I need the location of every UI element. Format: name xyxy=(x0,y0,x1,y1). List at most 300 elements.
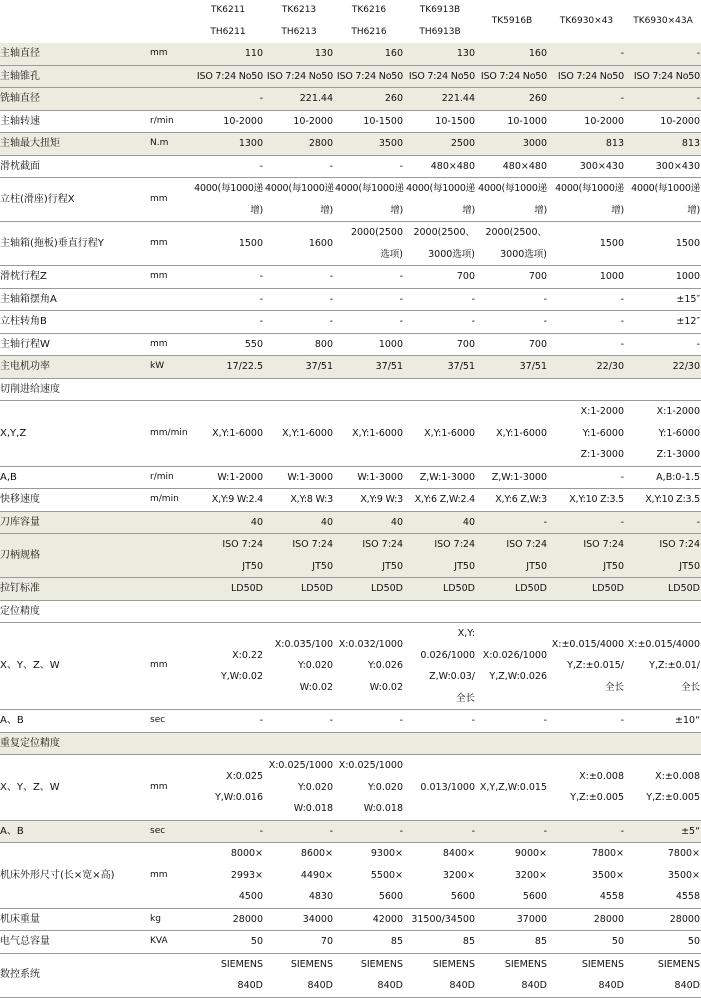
spec-name: 刀柄规格 xyxy=(0,534,148,578)
spec-value-line: 840D xyxy=(307,980,333,991)
spec-value-line: - xyxy=(620,471,624,483)
spec-value xyxy=(334,401,404,467)
spec-value-line: X,Y,Z,W:0.015 xyxy=(479,781,547,793)
spec-value-line: 4000(每1000递 xyxy=(555,183,624,194)
spec-value-line: 700 xyxy=(456,271,475,282)
spec-value xyxy=(476,311,548,334)
spec-value xyxy=(192,333,264,356)
spec-value-line: JT50 xyxy=(312,560,333,572)
spec-value xyxy=(625,222,701,266)
model-header-line: TK6216 xyxy=(351,5,387,15)
spec-value xyxy=(476,266,548,289)
spec-value xyxy=(404,820,476,843)
spec-value-line: 840D xyxy=(674,980,700,991)
spec-value-line: 4000(每1000递 xyxy=(335,183,404,194)
spec-value-line: 10-1000 xyxy=(507,115,547,127)
spec-value xyxy=(625,953,701,997)
spec-value-line: - xyxy=(329,316,333,327)
spec-value xyxy=(404,222,476,266)
spec-value-line: - xyxy=(696,338,700,350)
spec-name: 主轴转速 xyxy=(0,110,148,133)
spec-name: A、B xyxy=(0,710,148,733)
spec-value-line: ISO 7:24 No50 xyxy=(196,70,263,82)
header-row xyxy=(0,0,701,43)
spec-value xyxy=(192,65,264,88)
spec-value-line: 28000 xyxy=(232,913,263,925)
spec-value-line: 4000(每1000递 xyxy=(265,183,334,194)
spec-value-line: Y,W:0.016 xyxy=(214,792,263,804)
spec-value-line: 22/30 xyxy=(672,361,700,372)
spec-unit: mm xyxy=(148,333,192,356)
spec-value-line: 1600 xyxy=(308,237,333,249)
spec-name: 拉钉标准 xyxy=(0,578,148,601)
spec-value xyxy=(548,266,625,289)
spec-value xyxy=(404,43,476,65)
spec-value xyxy=(625,133,701,156)
spec-name: 立柱转角B xyxy=(0,311,148,334)
spec-value-line: 0.026/1000 xyxy=(420,649,475,661)
spec-value xyxy=(334,88,404,111)
model-header-line: TH6213 xyxy=(281,26,317,37)
spec-value-line: 31500/34500 xyxy=(411,913,475,925)
spec-value-line: ISO 7:24 No50 xyxy=(480,70,547,82)
spec-value xyxy=(264,820,334,843)
spec-value-line: 1500 xyxy=(238,237,263,249)
spec-value xyxy=(192,820,264,843)
spec-value-line: 4558 xyxy=(599,891,624,902)
spec-value-line: 3500 xyxy=(378,138,403,149)
spec-value-line: Z,W:0.03/ xyxy=(429,671,475,682)
spec-value-line: 2000(2500、 xyxy=(413,227,475,238)
spec-value xyxy=(625,311,701,334)
spec-name: 铣轴直径 xyxy=(0,88,148,111)
spec-value xyxy=(476,820,548,843)
spec-value xyxy=(404,356,476,379)
spec-value-line: X,Y:10 Z:3.5 xyxy=(645,494,700,505)
spec-value-line: - xyxy=(620,316,624,327)
spec-value xyxy=(264,288,334,311)
spec-unit: mm xyxy=(148,178,192,222)
spec-row xyxy=(0,843,701,909)
spec-row xyxy=(0,155,701,178)
spec-value-line: 8000× xyxy=(230,848,263,859)
spec-row xyxy=(0,88,701,111)
spec-value xyxy=(548,401,625,467)
spec-value-line: 9000× xyxy=(514,848,547,859)
spec-value xyxy=(264,623,334,710)
spec-value xyxy=(548,110,625,133)
spec-value xyxy=(404,578,476,601)
spec-value xyxy=(264,843,334,909)
spec-value-line: 130 xyxy=(314,48,333,59)
spec-value-line: - xyxy=(399,715,403,726)
spec-value-line: 840D xyxy=(598,980,624,991)
spec-value xyxy=(548,222,625,266)
spec-value-line: ±10“ xyxy=(675,715,700,726)
spec-row xyxy=(0,755,701,821)
spec-row xyxy=(0,133,701,156)
spec-unit xyxy=(148,511,192,534)
spec-value-line: 10-2000 xyxy=(584,115,624,127)
spec-value-line: A,B:0-1.5 xyxy=(656,471,700,483)
spec-value-line: Y:1-6000 xyxy=(658,427,700,439)
spec-value-line: 全长 xyxy=(455,692,475,704)
spec-value xyxy=(264,401,334,467)
spec-value-line: X,Y:1-6000 xyxy=(212,427,263,439)
spec-value-line: 50 xyxy=(250,936,263,947)
spec-row xyxy=(0,178,701,222)
section-row xyxy=(0,378,701,401)
spec-value-line: X:0.025/1000 xyxy=(268,760,333,771)
spec-value xyxy=(625,820,701,843)
spec-value xyxy=(192,466,264,489)
spec-value-line: 4000(每1000递 xyxy=(194,183,263,194)
spec-value xyxy=(192,755,264,821)
spec-value xyxy=(192,623,264,710)
spec-row xyxy=(0,908,701,931)
model-header-line: TK6930×43 xyxy=(559,15,614,26)
spec-value xyxy=(404,110,476,133)
spec-value xyxy=(264,110,334,133)
spec-value xyxy=(404,155,476,178)
spec-value-line: - xyxy=(329,825,333,837)
spec-value xyxy=(625,110,701,133)
spec-value-line: X:1-2000 xyxy=(656,406,700,417)
spec-value xyxy=(476,65,548,88)
spec-value xyxy=(264,489,334,512)
spec-value xyxy=(404,931,476,954)
spec-value xyxy=(334,843,404,909)
spec-value-line: 4000(每1000递 xyxy=(478,183,547,194)
spec-value-line: - xyxy=(329,271,333,282)
spec-value xyxy=(476,755,548,821)
spec-value-line: 85 xyxy=(390,936,403,947)
spec-value-line: 480×480 xyxy=(502,160,547,172)
spec-value-line: JT50 xyxy=(679,560,700,572)
spec-value xyxy=(548,288,625,311)
spec-value xyxy=(476,578,548,601)
spec-value-line: 840D xyxy=(377,980,403,991)
spec-row xyxy=(0,356,701,379)
spec-value-line: 260 xyxy=(384,93,403,104)
spec-value-line: 37/51 xyxy=(305,361,333,372)
spec-value xyxy=(476,466,548,489)
header-blank-name xyxy=(0,0,148,43)
spec-value xyxy=(404,65,476,88)
spec-value-line: Y,Z:±0.005 xyxy=(646,792,700,804)
spec-value-line: 1000 xyxy=(378,338,403,350)
spec-value xyxy=(476,489,548,512)
spec-value-line: 37000 xyxy=(516,913,547,925)
spec-value-line: SIEMENS xyxy=(657,958,700,970)
spec-row xyxy=(0,511,701,534)
spec-value xyxy=(548,931,625,954)
spec-value-line: - xyxy=(620,93,624,104)
spec-value xyxy=(264,222,334,266)
spec-value xyxy=(192,356,264,379)
spec-value-line: 4500 xyxy=(238,891,263,902)
spec-value-line: 10-2000 xyxy=(293,115,333,127)
spec-value xyxy=(625,155,701,178)
spec-unit: mm xyxy=(148,266,192,289)
spec-unit: KVA xyxy=(148,931,192,954)
section-title: 重复定位精度 xyxy=(0,732,701,755)
spec-value xyxy=(625,266,701,289)
spec-value xyxy=(625,755,701,821)
spec-value-line: 700 xyxy=(528,338,547,350)
spec-value xyxy=(404,333,476,356)
spec-value xyxy=(625,466,701,489)
spec-value-line: - xyxy=(329,715,333,726)
spec-value-line: X:1-2000 xyxy=(580,406,624,417)
spec-value xyxy=(192,489,264,512)
model-header xyxy=(476,0,548,43)
spec-value-line: 增) xyxy=(534,204,547,216)
spec-value-line: JT50 xyxy=(242,560,263,572)
spec-value xyxy=(625,843,701,909)
spec-value xyxy=(334,511,404,534)
spec-value-line: - xyxy=(543,825,547,837)
model-header-line: TK6930×43A xyxy=(633,15,693,26)
spec-row xyxy=(0,578,701,601)
spec-value-line: W:1-3000 xyxy=(357,471,403,483)
spec-value xyxy=(476,356,548,379)
spec-value-line: X,Y:1-6000 xyxy=(496,427,547,439)
spec-value-line: 70 xyxy=(320,936,333,947)
spec-unit: N.m xyxy=(148,133,192,156)
spec-value-line: - xyxy=(696,516,700,528)
spec-value xyxy=(404,311,476,334)
model-header-line: TH6216 xyxy=(351,26,387,37)
spec-unit xyxy=(148,578,192,601)
spec-value xyxy=(625,623,701,710)
spec-value-line: 3500× xyxy=(591,869,624,881)
spec-value-line: 选项) xyxy=(380,248,403,260)
spec-value xyxy=(334,908,404,931)
spec-value-line: 2993× xyxy=(230,869,263,881)
spec-unit xyxy=(148,155,192,178)
spec-unit: sec xyxy=(148,710,192,733)
spec-value-line: 813 xyxy=(681,138,700,149)
spec-value-line: 3200× xyxy=(442,869,475,881)
spec-value xyxy=(548,710,625,733)
spec-value xyxy=(548,356,625,379)
spec-value-line: 17/22.5 xyxy=(226,361,263,372)
spec-value-line: 160 xyxy=(384,48,403,59)
spec-value-line: JT50 xyxy=(382,560,403,572)
spec-value-line: 110 xyxy=(244,48,263,59)
spec-value-line: Y:0.026 xyxy=(368,660,403,672)
model-header-line: TH6211 xyxy=(210,26,246,37)
spec-value xyxy=(625,489,701,512)
spec-value xyxy=(625,401,701,467)
spec-row xyxy=(0,489,701,512)
spec-row xyxy=(0,710,701,733)
spec-unit: mm/min xyxy=(148,401,192,467)
spec-name: A,B xyxy=(0,466,148,489)
spec-value-line: 40 xyxy=(250,516,263,528)
spec-value-line: 840D xyxy=(449,980,475,991)
spec-value xyxy=(334,534,404,578)
spec-value-line: Y,Z:±0.015/ xyxy=(567,660,624,672)
spec-row xyxy=(0,931,701,954)
spec-value-line: 3000 xyxy=(522,138,547,149)
spec-value-line: LD50D xyxy=(591,583,624,594)
spec-row xyxy=(0,953,701,997)
spec-value-line: - xyxy=(620,48,624,59)
spec-unit: r/min xyxy=(148,466,192,489)
spec-value xyxy=(192,511,264,534)
spec-value-line: Y:0.020 xyxy=(368,781,403,793)
spec-value-line: 2000(2500、 xyxy=(485,227,547,238)
model-header xyxy=(334,0,404,43)
spec-value-line: 28000 xyxy=(593,913,624,925)
spec-value-line: 3200× xyxy=(514,869,547,881)
spec-name: 主轴锥孔 xyxy=(0,65,148,88)
spec-value xyxy=(264,511,334,534)
spec-value xyxy=(264,578,334,601)
spec-value xyxy=(334,178,404,222)
spec-value-line: X:±0.015/4000 xyxy=(627,638,700,650)
spec-value xyxy=(334,133,404,156)
spec-value-line: - xyxy=(259,160,263,172)
spec-value-line: 8400× xyxy=(442,848,475,859)
spec-value-line: X:±0.008 xyxy=(655,770,700,782)
spec-value-line: 增) xyxy=(320,204,333,216)
spec-value xyxy=(404,710,476,733)
spec-value-line: 增) xyxy=(250,204,263,216)
spec-value xyxy=(548,820,625,843)
header-blank-unit xyxy=(148,0,192,43)
spec-value-line: JT50 xyxy=(526,560,547,572)
spec-value xyxy=(476,534,548,578)
spec-value xyxy=(264,466,334,489)
spec-value-line: ISO 7:24 xyxy=(434,539,475,550)
spec-name: 机床重量 xyxy=(0,908,148,931)
spec-value-line: 840D xyxy=(521,980,547,991)
spec-value xyxy=(404,843,476,909)
spec-value xyxy=(192,401,264,467)
spec-value-line: 221.44 xyxy=(441,93,475,104)
spec-value-line: X,Y:1-6000 xyxy=(424,427,475,439)
spec-unit: mm xyxy=(148,623,192,710)
spec-value-line: 300×430 xyxy=(655,160,700,172)
spec-value-line: 550 xyxy=(244,338,263,350)
spec-value xyxy=(548,908,625,931)
spec-value xyxy=(334,110,404,133)
spec-value-line: 4000(每1000递 xyxy=(406,183,475,194)
spec-value-line: W:0.018 xyxy=(363,803,403,814)
model-header-line: TH6913B xyxy=(419,26,461,37)
spec-value xyxy=(334,43,404,65)
spec-value-line: 4558 xyxy=(675,891,700,902)
model-header xyxy=(625,0,701,43)
spec-value xyxy=(404,266,476,289)
spec-value xyxy=(625,288,701,311)
spec-value xyxy=(548,155,625,178)
spec-value-line: - xyxy=(543,316,547,327)
spec-value xyxy=(192,133,264,156)
spec-unit xyxy=(148,288,192,311)
spec-value-line: - xyxy=(471,825,475,837)
spec-value-line: - xyxy=(399,293,403,305)
spec-value xyxy=(264,908,334,931)
spec-value-line: 2000(2500 xyxy=(350,227,403,238)
spec-value-line: 2500 xyxy=(450,138,475,149)
spec-value xyxy=(404,953,476,997)
spec-value-line: 40 xyxy=(390,516,403,528)
spec-value xyxy=(192,908,264,931)
spec-value-line: - xyxy=(399,825,403,837)
spec-value-line: - xyxy=(543,715,547,726)
spec-value-line: SIEMENS xyxy=(581,958,624,970)
spec-value xyxy=(264,65,334,88)
spec-value-line: X,Y:1-6000 xyxy=(282,427,333,439)
spec-value xyxy=(476,88,548,111)
spec-value xyxy=(334,820,404,843)
spec-row xyxy=(0,222,701,266)
spec-value xyxy=(476,333,548,356)
spec-value xyxy=(334,710,404,733)
spec-value-line: LD50D xyxy=(442,583,475,594)
spec-value xyxy=(404,534,476,578)
spec-value-line: LD50D xyxy=(300,583,333,594)
spec-value-line: 增) xyxy=(390,204,403,216)
spec-name: 滑枕截面 xyxy=(0,155,148,178)
spec-unit: kg xyxy=(148,908,192,931)
section-title: 定位精度 xyxy=(0,600,701,623)
spec-value-line: - xyxy=(399,271,403,282)
spec-value xyxy=(334,489,404,512)
spec-value-line: 增) xyxy=(611,204,624,216)
section-title: 切削进给速度 xyxy=(0,378,701,401)
spec-value-line: 7800× xyxy=(667,848,700,859)
spec-value xyxy=(625,931,701,954)
spec-unit: mm xyxy=(148,755,192,821)
spec-value-line: - xyxy=(399,160,403,172)
spec-name: 主轴行程W xyxy=(0,333,148,356)
spec-value-line: - xyxy=(259,316,263,327)
model-header xyxy=(548,0,625,43)
spec-value-line: 130 xyxy=(456,48,475,59)
spec-value-line: 85 xyxy=(462,936,475,947)
model-header-line: TK6213 xyxy=(281,5,317,15)
spec-value xyxy=(548,88,625,111)
spec-value xyxy=(625,43,701,65)
spec-value xyxy=(334,222,404,266)
spec-name: 主轴直径 xyxy=(0,43,148,65)
model-header xyxy=(192,0,264,43)
spec-value-line: 10-1500 xyxy=(435,115,475,127)
spec-value-line: 42000 xyxy=(372,913,403,925)
spec-value-line: 5600 xyxy=(450,891,475,902)
spec-value xyxy=(548,43,625,65)
spec-value xyxy=(264,155,334,178)
spec-value-line: 1500 xyxy=(599,237,624,249)
spec-value-line: 480×480 xyxy=(430,160,475,172)
spec-value-line: 8600× xyxy=(300,848,333,859)
spec-value-line: 2800 xyxy=(308,138,333,149)
spec-value-line: - xyxy=(620,338,624,350)
spec-value-line: X:0.025 xyxy=(226,770,263,782)
spec-value-line: - xyxy=(696,48,700,59)
spec-value-line: 1500 xyxy=(675,237,700,249)
spec-value-line: 10-1500 xyxy=(363,115,403,127)
spec-value-line: - xyxy=(471,715,475,726)
spec-value xyxy=(404,88,476,111)
spec-value-line: 全长 xyxy=(604,681,624,693)
spec-value xyxy=(476,511,548,534)
